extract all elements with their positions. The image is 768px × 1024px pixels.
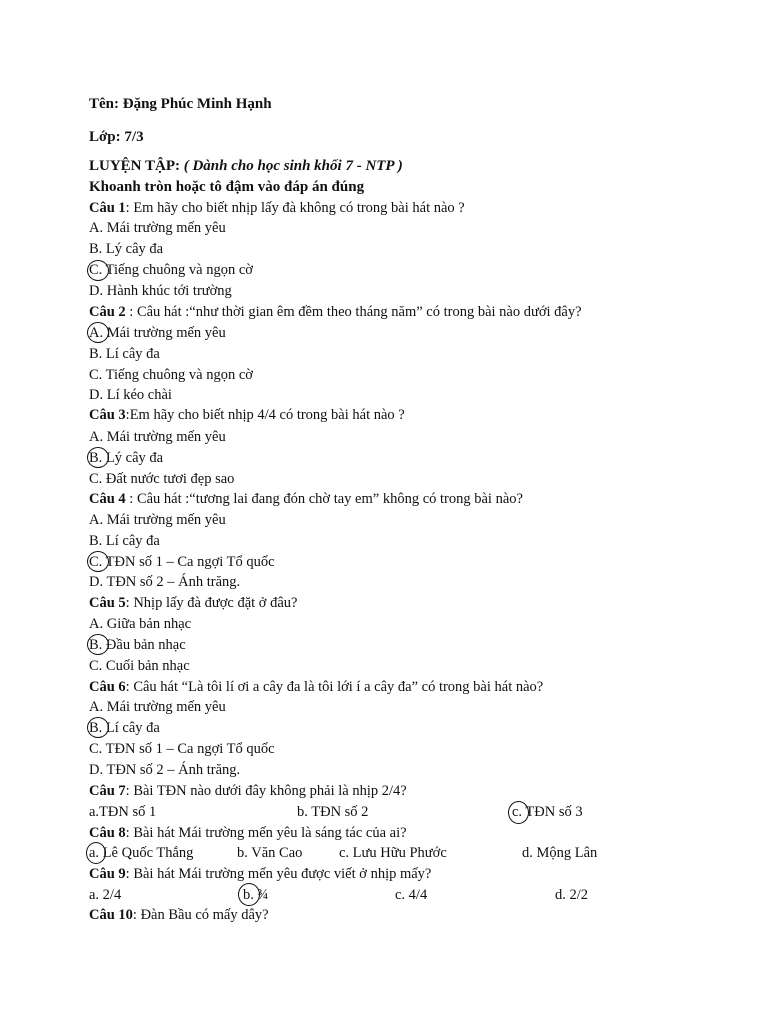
- question-1: [89, 198, 465, 218]
- question-text: : Câu hát “Là tôi lí ơi a cây đa là tôi lới í a cây đa” có trong bài hát nào?: [125, 679, 544, 695]
- q1-option-c[interactable]: C. Tiếng chuông và ngọn cờ: [89, 262, 253, 278]
- question-5: [89, 593, 297, 613]
- answer-circle-mark: [87, 260, 109, 281]
- q9-options: [89, 885, 749, 905]
- question-7: [89, 781, 407, 801]
- q7-option-a[interactable]: a.TĐN số 1: [89, 804, 157, 820]
- question-label: Câu 4: [89, 491, 126, 507]
- question-10: [89, 905, 269, 925]
- q4-option-a[interactable]: A. Mái trường mến yêu: [89, 512, 226, 528]
- q2-option-b[interactable]: B. Lí cây đa: [89, 346, 160, 362]
- instruction: Khoanh tròn hoặc tô đậm vào đáp án đúng: [89, 179, 365, 195]
- question-3: [89, 405, 405, 425]
- question-label: Câu 7: [89, 783, 126, 799]
- question-6: [89, 677, 543, 697]
- q2-option-c[interactable]: C. Tiếng chuông và ngọn cờ: [89, 367, 253, 383]
- answer-circle-mark: [87, 447, 109, 468]
- question-label: Câu 6: [89, 679, 126, 695]
- q9-option-c[interactable]: c. 4/4: [395, 887, 428, 903]
- q1-option-b[interactable]: B. Lý cây đa: [89, 241, 164, 257]
- q9-option-b[interactable]: b. ¾: [243, 887, 269, 903]
- q1-option-d[interactable]: D. Hành khúc tới trường: [89, 283, 232, 299]
- answer-circle-mark: [87, 717, 109, 738]
- question-9: [89, 864, 431, 884]
- q6-option-c[interactable]: C. TĐN số 1 – Ca ngợi Tổ quốc: [89, 741, 275, 757]
- student-class: Lớp: 7/3: [89, 129, 144, 145]
- question-text: :Em hãy cho biết nhịp 4/4 có trong bài hát nào ?: [125, 407, 405, 423]
- q8-option-c[interactable]: c. Lưu Hữu Phước: [339, 845, 447, 861]
- question-label: Câu 1: [89, 200, 126, 216]
- q3-option-b[interactable]: B. Lý cây đa: [89, 450, 164, 466]
- question-text: : Em hãy cho biết nhịp lấy đà không có trong bài hát nào ?: [125, 200, 465, 216]
- q3-option-c[interactable]: C. Đất nước tươi đẹp sao: [89, 471, 235, 487]
- q4-option-d[interactable]: D. TĐN số 2 – Ánh trăng.: [89, 574, 241, 590]
- practice-note: ( Dành cho học sinh khối 7 - NTP ): [183, 158, 403, 174]
- student-name: Tên: Đặng Phúc Minh Hạnh: [89, 96, 272, 112]
- q4-option-b[interactable]: B. Lí cây đa: [89, 533, 160, 549]
- question-text: : Bài hát Mái trường mến yêu là sáng tác của ai?: [125, 825, 407, 841]
- answer-circle-mark: [87, 322, 109, 343]
- q6-option-a[interactable]: A. Mái trường mến yêu: [89, 699, 226, 715]
- q7-options: [89, 802, 749, 822]
- question-label: Câu 3: [89, 407, 126, 423]
- q8-options: [89, 843, 749, 863]
- q7-option-b[interactable]: b. TĐN số 2: [297, 804, 369, 820]
- q7-option-c[interactable]: c. TĐN số 3: [512, 804, 583, 820]
- q5-option-a[interactable]: A. Giữa bản nhạc: [89, 616, 192, 632]
- question-label: Câu 2: [89, 304, 126, 320]
- question-label: Câu 10: [89, 907, 133, 923]
- q5-option-c[interactable]: C. Cuối bản nhạc: [89, 658, 190, 674]
- q8-option-d[interactable]: d. Mộng Lân: [522, 845, 598, 861]
- q4-option-c[interactable]: C. TĐN số 1 – Ca ngợi Tổ quốc: [89, 554, 275, 570]
- question-8: [89, 823, 407, 843]
- question-text: : Đàn Bầu có mấy dây?: [132, 907, 269, 923]
- question-label: Câu 5: [89, 595, 126, 611]
- answer-circle-mark: [87, 634, 109, 655]
- question-text: : Nhịp lấy đà được đặt ở đâu?: [125, 595, 298, 611]
- answer-circle-mark: [87, 551, 109, 572]
- answer-circle-mark: [508, 801, 529, 824]
- q6-option-d[interactable]: D. TĐN số 2 – Ánh trăng.: [89, 762, 241, 778]
- q9-option-a[interactable]: a. 2/4: [89, 887, 122, 903]
- q9-option-d[interactable]: d. 2/2: [555, 887, 589, 903]
- question-2: [89, 302, 582, 322]
- question-text: : Bài TĐN nào dưới đây không phải là nhịp 2/4?: [125, 783, 407, 799]
- question-text: : Câu hát :“như thời gian êm đềm theo tháng năm” có trong bài nào dưới đây?: [125, 304, 582, 320]
- q6-option-b[interactable]: B. Lí cây đa: [89, 720, 160, 736]
- question-label: Câu 9: [89, 866, 126, 882]
- q8-option-b[interactable]: b. Văn Cao: [237, 845, 303, 861]
- q8-option-a[interactable]: a. Lê Quốc Thắng: [89, 845, 194, 861]
- practice-label: LUYỆN TẬP:: [89, 158, 180, 174]
- practice-heading: [89, 156, 403, 176]
- q2-option-a[interactable]: A. Mái trường mến yêu: [89, 325, 226, 341]
- q5-option-b[interactable]: B. Đầu bản nhạc: [89, 637, 186, 653]
- question-label: Câu 8: [89, 825, 126, 841]
- q1-option-a[interactable]: A. Mái trường mến yêu: [89, 220, 226, 236]
- q2-option-d[interactable]: D. Lí kéo chài: [89, 387, 172, 403]
- question-text: : Bài hát Mái trường mến yêu được viết ở nhịp mấy?: [125, 866, 432, 882]
- answer-circle-mark: [86, 842, 106, 864]
- q3-option-a[interactable]: A. Mái trường mến yêu: [89, 429, 226, 445]
- answer-circle-mark: [238, 883, 260, 906]
- question-text: : Câu hát :“tương lai đang đón chờ tay em” không có trong bài nào?: [125, 491, 523, 507]
- question-4: [89, 489, 523, 509]
